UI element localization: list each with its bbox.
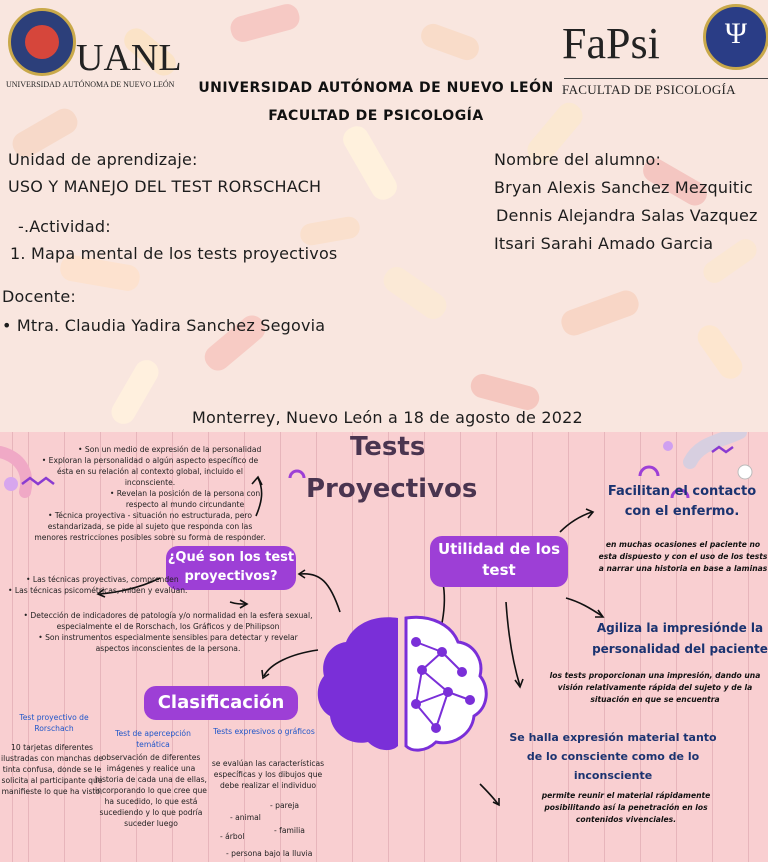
bullet-item: • Técnica proyectiva - situación no estructurada, pero estandarizada, se pide al sujeto que responda con las menores restricciones posibles sobre su forma de responder. bbox=[34, 511, 266, 542]
candy-decoration bbox=[339, 122, 402, 204]
uanl-seal-icon bbox=[8, 8, 76, 76]
unit-label: Unidad de aprendizaje: bbox=[8, 150, 198, 169]
activity-value: 1. Mapa mental de los tests proyectivos bbox=[10, 244, 338, 263]
brain-icon bbox=[312, 612, 502, 754]
contact-text: en muchas ocasiones el paciente no esta dispuesto y con el uso de los tests a narrar una historia en base a laminas bbox=[598, 540, 768, 573]
student-name: Bryan Alexis Sanchez Mezquitic bbox=[494, 178, 754, 197]
impression-text: los tests proporcionan una impresión, dando una visión relativamente rápida del sujeto y de la situación en que se encuentra bbox=[549, 671, 761, 704]
bullet-item: • Exploran la personalidad o algún aspecto específico de ésta en su relación al contexto global, incluido el inconsciente. bbox=[41, 456, 259, 487]
rorschach-title: Test proyectivo de Rorschach bbox=[19, 713, 89, 733]
expression-text: permite reunir el material rápidamente posibilitando así la penetración en los contenidos vivenciales. bbox=[541, 791, 711, 824]
utility-node: Utilidad de los test bbox=[430, 536, 568, 587]
impression-title: Agiliza la impresiónde la personalidad del paciente bbox=[592, 621, 768, 656]
candy-decoration bbox=[558, 287, 642, 339]
graph-title: Tests expresivos o gráficos bbox=[213, 727, 315, 736]
fapsi-logo-subtitle: FACULTAD DE PSICOLOGÍA bbox=[562, 82, 736, 97]
detect-bullets bbox=[22, 610, 314, 654]
uanl-logo-subtitle: UNIVERSIDAD AUTÓNOMA DE NUEVO LEÓN bbox=[6, 80, 175, 89]
what-are-node: ¿Qué son los test proyectivos? bbox=[166, 546, 296, 590]
candy-decoration bbox=[468, 371, 542, 412]
fapsi-divider bbox=[564, 78, 768, 79]
candy-decoration bbox=[228, 1, 302, 44]
bullet-item: • Son un medio de expresión de la personalidad bbox=[78, 445, 262, 454]
mind-map bbox=[0, 432, 768, 862]
uanl-logo-text: UANL bbox=[76, 37, 182, 79]
candy-decoration bbox=[299, 215, 362, 247]
student-name: Itsari Sarahi Amado Garcia bbox=[494, 234, 714, 253]
fapsi-seal-icon: Ψ bbox=[703, 4, 768, 70]
graph-item: - pareja bbox=[270, 801, 300, 810]
candy-decoration bbox=[379, 262, 451, 323]
teacher-value: • Mtra. Claudia Yadira Sanchez Segovia bbox=[2, 316, 326, 335]
map-title-line2: Proyectivos bbox=[306, 474, 478, 504]
teacher-label: Docente: bbox=[2, 287, 76, 306]
tat-text: observación de diferentes imágenes y realice una historia de cada una de ellas, incorporando lo que cree que ha sucedido, lo que está sucediendo y lo que podría suceder luego bbox=[95, 753, 207, 828]
graph-item: - árbol bbox=[220, 832, 245, 841]
graph-text: se evalúan las características específicas y los dibujos que debe realizar el individuo bbox=[211, 759, 325, 790]
student-label: Nombre del alumno: bbox=[494, 150, 662, 169]
faculty-title: FACULTAD DE PSICOLOGÍA bbox=[268, 108, 484, 124]
bullet-item: • Detección de indicadores de patología y/o normalidad en la esfera sexual, especialmente el de Rorschach, los Gráficos y de Philipson bbox=[23, 611, 313, 631]
what-bullets bbox=[34, 444, 266, 543]
contact-title: Facilitan el contacto con el enfermo. bbox=[607, 484, 757, 519]
graph-item: - familia bbox=[274, 826, 305, 835]
bullet-item: • Las técnicas proyectivas, comprenden bbox=[26, 575, 179, 584]
map-title-line1: Tests bbox=[350, 432, 426, 462]
bullet-item: • Son instrumentos especialmente sensibles para detectar y revelar aspectos inconscientes de la persona. bbox=[38, 633, 298, 653]
candy-decoration bbox=[107, 356, 163, 429]
bullet-item: • Revelan la posición de la persona con respecto al mundo circundante bbox=[109, 489, 261, 509]
unit-value: USO Y MANEJO DEL TEST RORSCHACH bbox=[8, 177, 322, 196]
graph-item: - persona bajo la lluvia bbox=[226, 849, 313, 858]
fapsi-logo-text: FaPsi bbox=[562, 19, 660, 68]
candy-decoration bbox=[418, 20, 483, 63]
university-title: UNIVERSIDAD AUTÓNOMA DE NUEVO LEÓN bbox=[198, 80, 554, 96]
classification-node: Clasificación bbox=[144, 686, 298, 720]
tech-bullets bbox=[4, 574, 254, 596]
tat-title: Test de apercepción temática bbox=[115, 729, 191, 749]
graph-item: - animal bbox=[230, 813, 261, 822]
expression-title: Se halla expresión material tanto de lo consciente como de lo inconsciente bbox=[509, 731, 717, 782]
candy-decoration bbox=[693, 321, 747, 384]
rorschach-text: 10 tarjetas diferentes ilustradas con manchas de tinta confusa, donde se le solicita al participante que manifieste lo que ha visto. bbox=[0, 743, 103, 796]
place-date: Monterrey, Nuevo León a 18 de agosto de 2022 bbox=[192, 408, 583, 427]
student-name: Dennis Alejandra Salas Vazquez bbox=[496, 206, 758, 225]
bullet-item: • Las técnicas psicométricas, miden y evalúan. bbox=[8, 586, 188, 595]
activity-label: -.Actividad: bbox=[18, 217, 111, 236]
